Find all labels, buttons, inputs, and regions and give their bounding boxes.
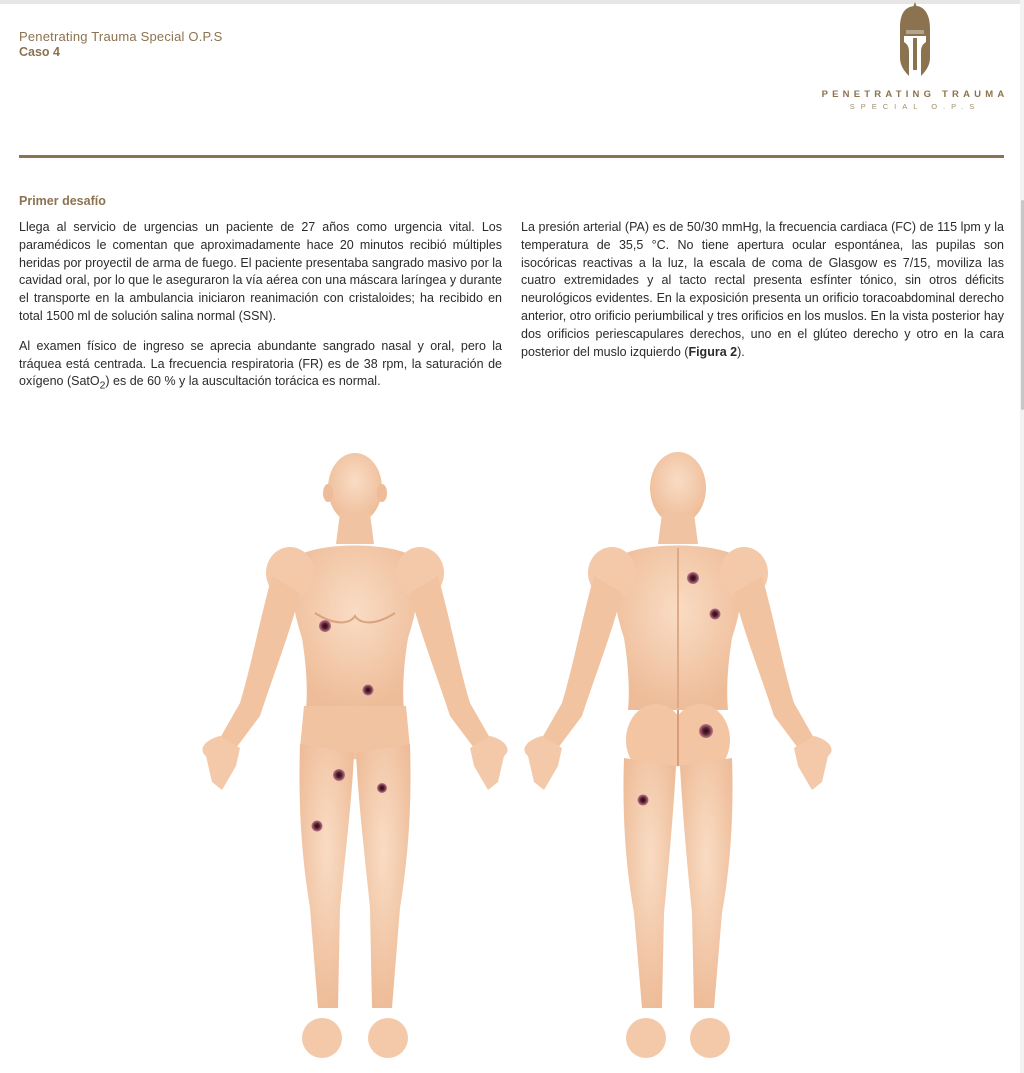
front-body-figure (202, 453, 507, 1058)
wound-marker (638, 795, 649, 806)
brand-logo (820, 0, 1010, 118)
wound-marker (699, 724, 713, 738)
body-diagram-figure (190, 448, 840, 1073)
document-title: Penetrating Trauma Special O.P.S (19, 29, 223, 44)
wound-marker (687, 572, 699, 584)
back-body-figure (524, 452, 831, 1058)
exam-text-end: ) es de 60 % y la auscultación torácica es normal. (105, 374, 381, 389)
scrollbar[interactable] (1020, 0, 1024, 1073)
paragraph-vitals (521, 219, 1004, 361)
wound-marker (312, 821, 323, 832)
vitals-text-end: ). (737, 344, 745, 359)
brand-subtitle: SPECIAL O.P.S (849, 102, 981, 111)
wound-marker (363, 685, 374, 696)
section-title: Primer desafío (19, 194, 106, 208)
right-column (521, 219, 1004, 373)
wound-marker (377, 783, 387, 793)
wound-marker (319, 620, 331, 632)
paragraph-intro: Llega al servicio de urgencias un paciente de 27 años como urgencia vital. Los paramédicos le comentan que aproximadamente hace 20 minutos recibió múltiples heridas por proyectil de arma de fuego. El paciente presentaba sangrado masivo por la cavidad oral, por lo que le aseguraron la vía aérea con una máscara laríngea y durante el transporte en la ambulancia iniciaron reanimación con cristaloides; ha recibido en total 1500 ml de solución salina normal (SSN). (19, 220, 502, 323)
vitals-text: La presión arterial (PA) es de 50/30 mmHg, la frecuencia cardiaca (FC) de 115 lpm y la temperatura de 35,5 °C. No tiene apertura ocular espontánea, las pupilas son isocóricas reactivas a la luz, la escala de coma de Glasgow es 7/15, moviliza las cuatro extremidades y al tacto rectal presenta esfínter tónico, sin otros déficits neurológicos evidentes. En la exposición presenta un orificio toracoabdominal derecho anterior, otro orificio periumbilical y tres orificios en los muslos. En la vista posterior hay dos orificios periescapulares derechos, uno en el glúteo derecho y otro en la cara posterior del muslo izquierdo ( (521, 220, 1004, 359)
figure-reference[interactable]: Figura 2 (688, 344, 738, 359)
header-divider (19, 155, 1004, 158)
left-column (19, 219, 502, 408)
case-label: Caso 4 (19, 45, 60, 59)
paragraph-exam (19, 338, 502, 396)
subscript: 2 (99, 380, 106, 392)
wound-marker (710, 609, 721, 620)
brand-name: PENETRATING TRAUMA (821, 89, 1009, 100)
spartan-helmet-icon (892, 0, 938, 80)
wound-marker (333, 769, 345, 781)
exam-text: Al examen físico de ingreso se aprecia abundante sangrado nasal y oral, pero la tráquea está centrada. La frecuencia respiratoria (FR) es de 38 rpm, la saturación de oxígeno (SatO (19, 338, 502, 389)
